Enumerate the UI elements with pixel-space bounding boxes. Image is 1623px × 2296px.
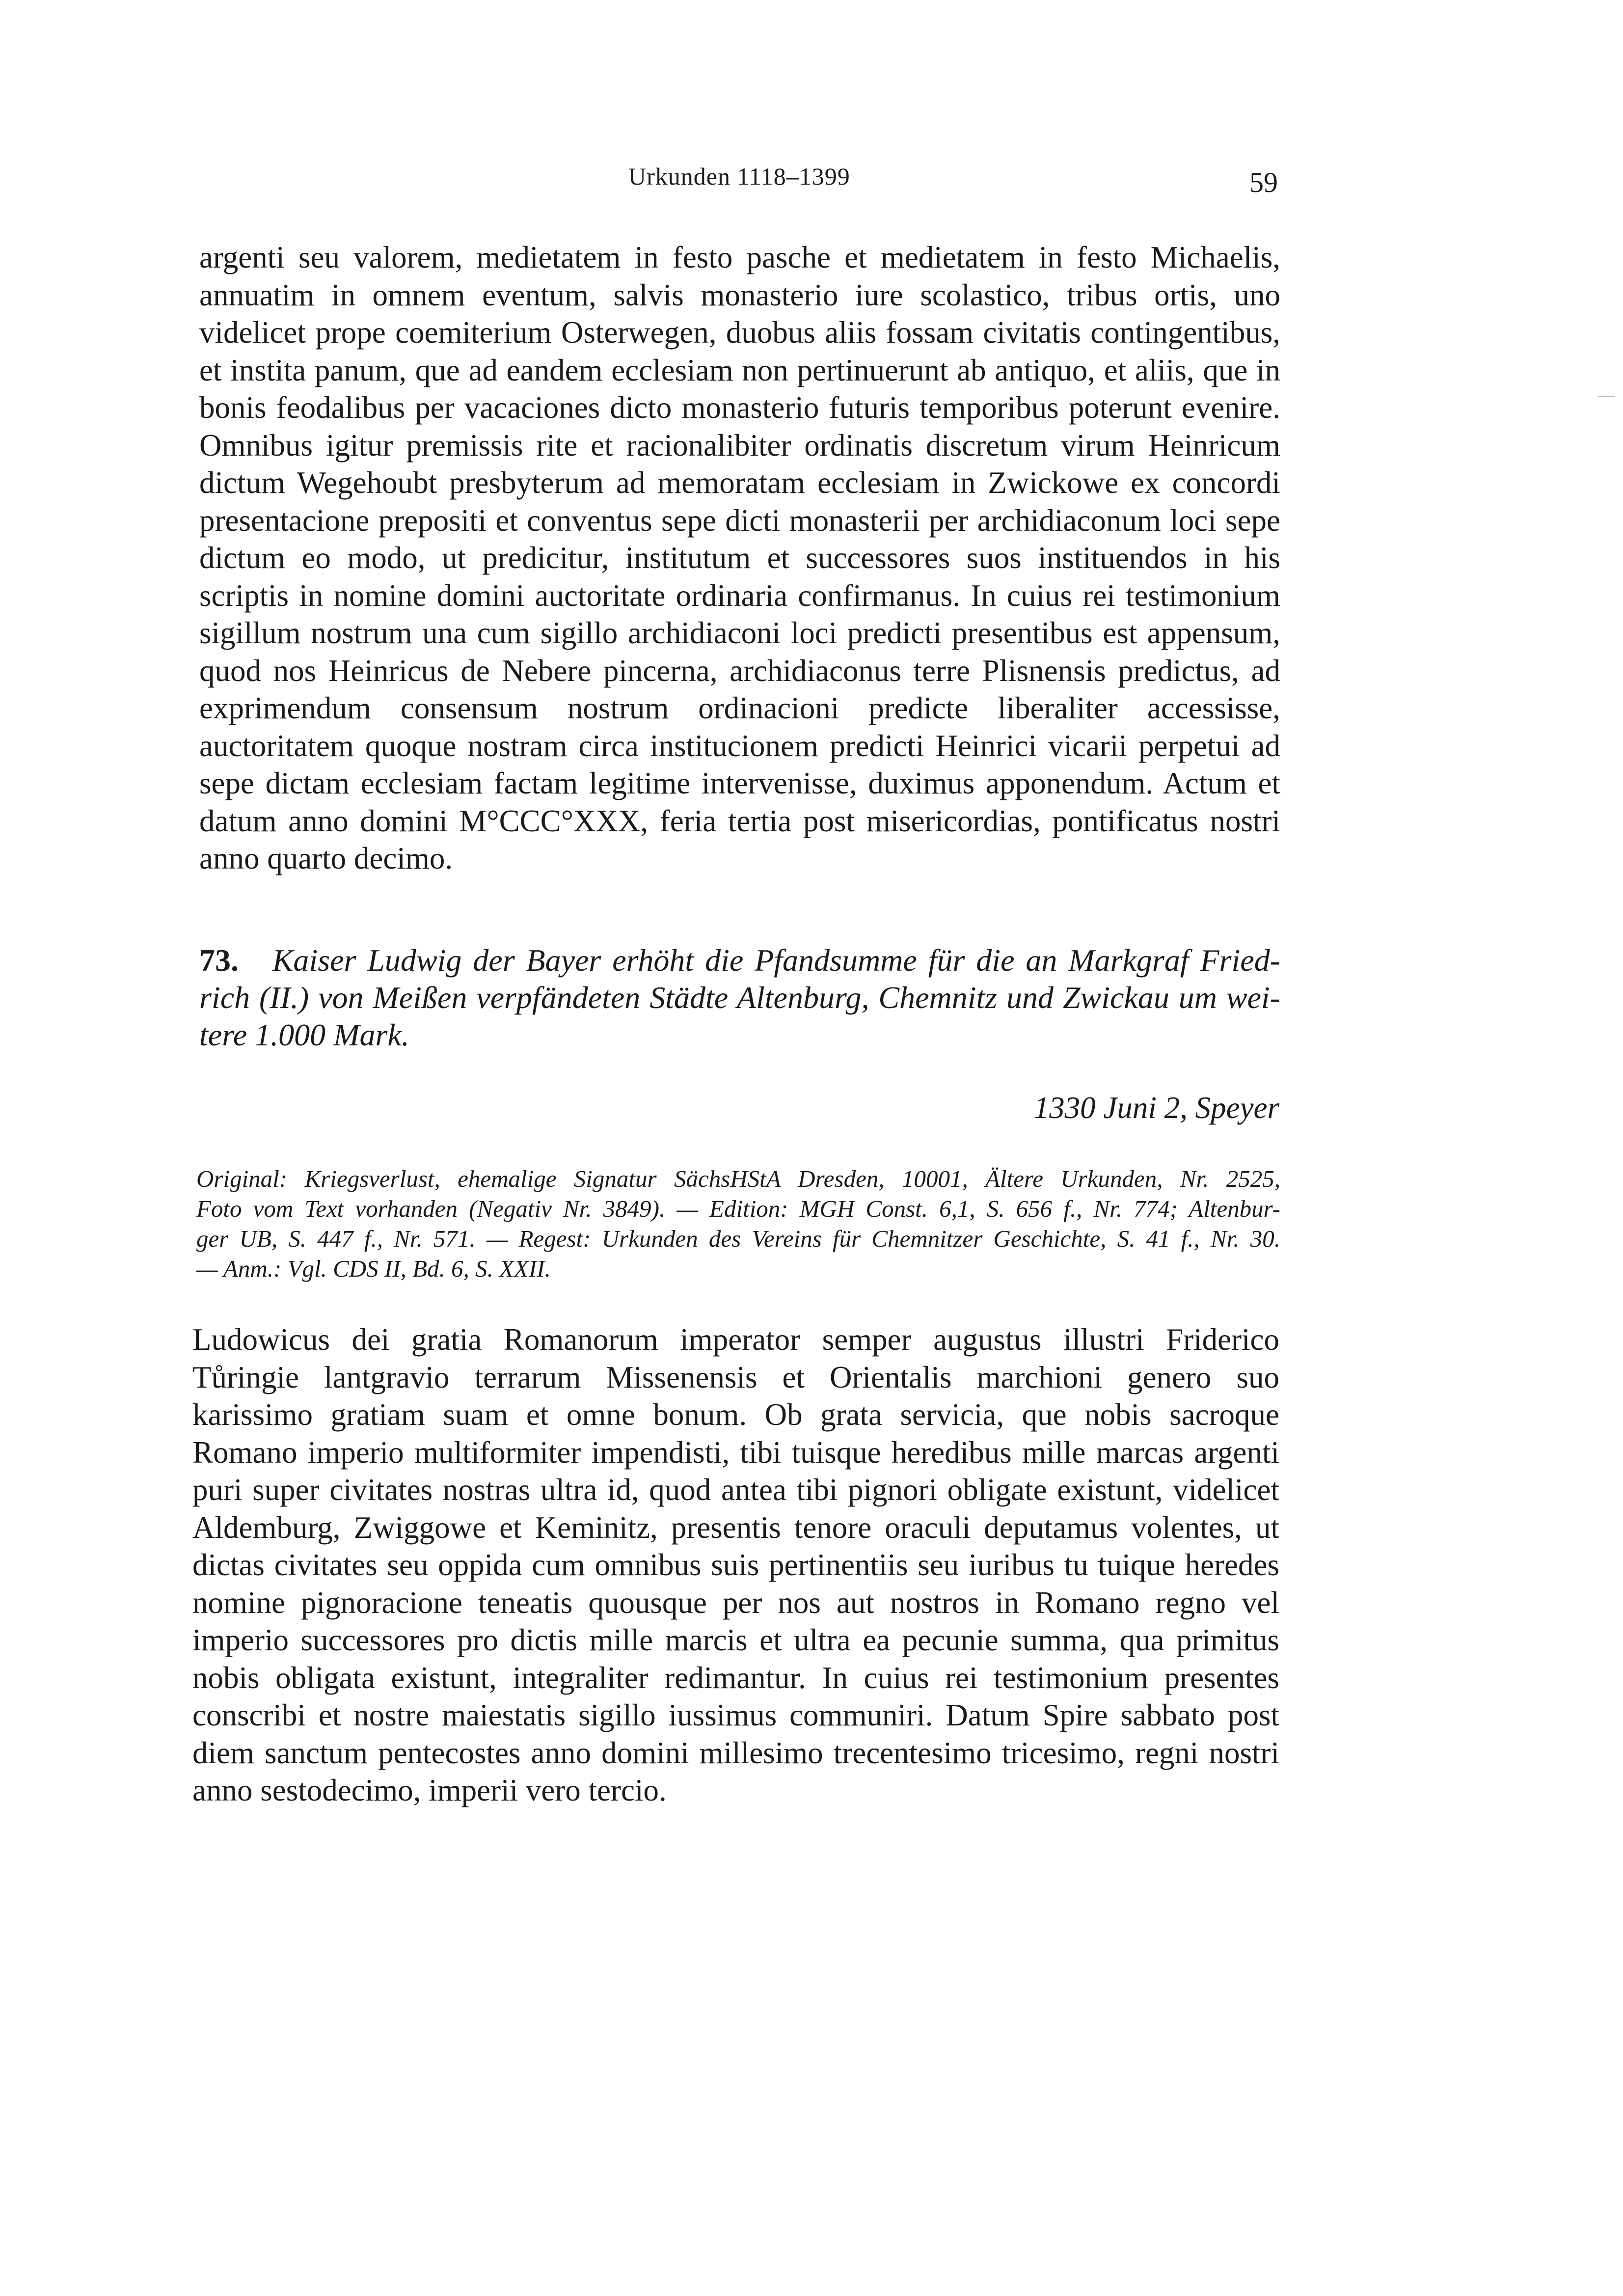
document-date-place: 1330 Juni 2, Speyer: [1033, 1091, 1279, 1125]
running-head: Urkunden 1118–1399: [628, 163, 850, 190]
document-summary: Kaiser Ludwig der Bayer erhöht die Pfandsumme für die an Markgraf Fried-: [272, 943, 1280, 978]
text-line: diem sanctum pentecostes anno domini millesimo trecentesimo tricesimo, regni nostri: [192, 1735, 1279, 1770]
apparatus-line: Original: Kriegsverlust, ehemalige Signatur SächsHStA Dresden, 10001, Ältere Urkunden, Nr. 2525,: [196, 1165, 1280, 1192]
text-line: dictas civitates seu oppida cum omnibus suis pertinentiis seu iuribus tu tuique heredes: [192, 1548, 1279, 1582]
source-apparatus: [196, 1164, 1280, 1284]
text-line: conscribi et nostre maiestatis sigillo iussimus communiri. Datum Spire sabbato post: [192, 1698, 1279, 1732]
document-number: 73.: [199, 943, 239, 978]
text-line: videlicet prope coemiterium Osterwegen, duobus aliis fossam civitatis contingentibus,: [199, 315, 1280, 350]
apparatus-line: Foto vom Text vorhanden (Negativ Nr. 3849). — Edition: MGH Const. 6,1, S. 656 f., Nr. 774; Altenbur-: [196, 1195, 1280, 1222]
charter-text: [192, 1321, 1279, 1809]
heading-line: [199, 942, 1280, 979]
heading-line: tere 1.000 Mark.: [199, 1017, 409, 1052]
text-line: Aldemburg, Zwiggowe et Keminitz, presentis tenore oraculi deputamus volentes, ut: [192, 1510, 1279, 1545]
text-line: exprimendum consensum nostrum ordinacioni predicte liberaliter accessisse,: [199, 691, 1280, 725]
text-line: dictum eo modo, ut predicitur, institutum et successores suos instituendos in his: [199, 541, 1280, 575]
text-line: puri super civitates nostras ultra id, quod antea tibi pignori obligate existunt, videlicet: [192, 1473, 1279, 1507]
text-line: Ludowicus dei gratia Romanorum imperator semper augustus illustri Friderico: [192, 1322, 1279, 1357]
apparatus-line: ger UB, S. 447 f., Nr. 571. — Regest: Urkunden des Vereins für Chemnitzer Geschichte, S. 41 f., Nr. 30.: [196, 1225, 1280, 1252]
text-line: Omnibus igitur premissis rite et racionalibiter ordinatis discretum virum Heinricum: [199, 428, 1280, 463]
text-line: sigillum nostrum una cum sigillo archidiaconi loci predicti presentibus est appensum,: [199, 616, 1280, 650]
apparatus-line: — Anm.: Vgl. CDS II, Bd. 6, S. XXII.: [196, 1255, 551, 1282]
text-line: annuatim in omnem eventum, salvis monasterio iure scolastico, tribus ortis, uno: [199, 277, 1280, 312]
text-line: Tůringie lantgravio terrarum Missenensis et Orientalis marchioni genero suo: [192, 1360, 1279, 1394]
text-line: et instita panum, que ad eandem ecclesiam non pertinuerunt ab antiquo, et aliis, que in: [199, 353, 1280, 387]
text-line: datum anno domini M°CCC°XXX, feria tertia post misericordias, pontificatus nostri: [199, 803, 1280, 838]
text-line: nobis obligata existunt, integraliter redimantur. In cuius rei testimonium presentes: [192, 1660, 1279, 1695]
text-line: sepe dictam ecclesiam factam legitime intervenisse, duximus apponendum. Actum et: [199, 766, 1280, 800]
text-line: imperio successores pro dictis mille marcis et ultra ea pecunie summa, qua primitus: [192, 1623, 1279, 1657]
text-line: nomine pignoracione teneatis quousque per nos aut nostros in Romano regno vel: [192, 1585, 1279, 1620]
heading-line: rich (II.) von Meißen verpfändeten Städte Altenburg, Chemnitz und Zwickau um wei-: [199, 980, 1280, 1015]
document-heading: [199, 942, 1280, 1054]
text-line: auctoritatem quoque nostram circa institucionem predicti Heinrici vicarii perpetui ad: [199, 728, 1280, 763]
text-line: karissimo gratiam suam et omne bonum. Ob grata servicia, que nobis sacroque: [192, 1397, 1279, 1432]
text-line: scriptis in nomine domini auctoritate ordinaria confirmanus. In cuius rei testimonium: [199, 578, 1280, 613]
text-line: Romano imperio multiformiter impendisti, tibi tuisque heredibus mille marcas argenti: [192, 1435, 1279, 1470]
text-line: dictum Wegehoubt presbyterum ad memoratam ecclesiam in Zwickowe ex concordi: [199, 465, 1280, 500]
text-line: bonis feodalibus per vacaciones dicto monasterio futuris temporibus poterunt evenire.: [199, 390, 1280, 425]
text-line: presentacione prepositi et conventus sepe dicti monasterii per archidiaconum loci sepe: [199, 503, 1280, 538]
text-line: anno sestodecimo, imperii vero tercio.: [192, 1773, 667, 1807]
margin-mark: [1598, 396, 1615, 397]
text-line: quod nos Heinricus de Nebere pincerna, archidiaconus terre Plisnensis predictus, ad: [199, 653, 1280, 688]
page-number: 59: [1249, 166, 1278, 198]
charter-text-continuation: [199, 239, 1280, 877]
text-line: anno quarto decimo.: [199, 841, 453, 875]
text-line: argenti seu valorem, medietatem in festo pasche et medietatem in festo Michaelis,: [199, 240, 1280, 274]
